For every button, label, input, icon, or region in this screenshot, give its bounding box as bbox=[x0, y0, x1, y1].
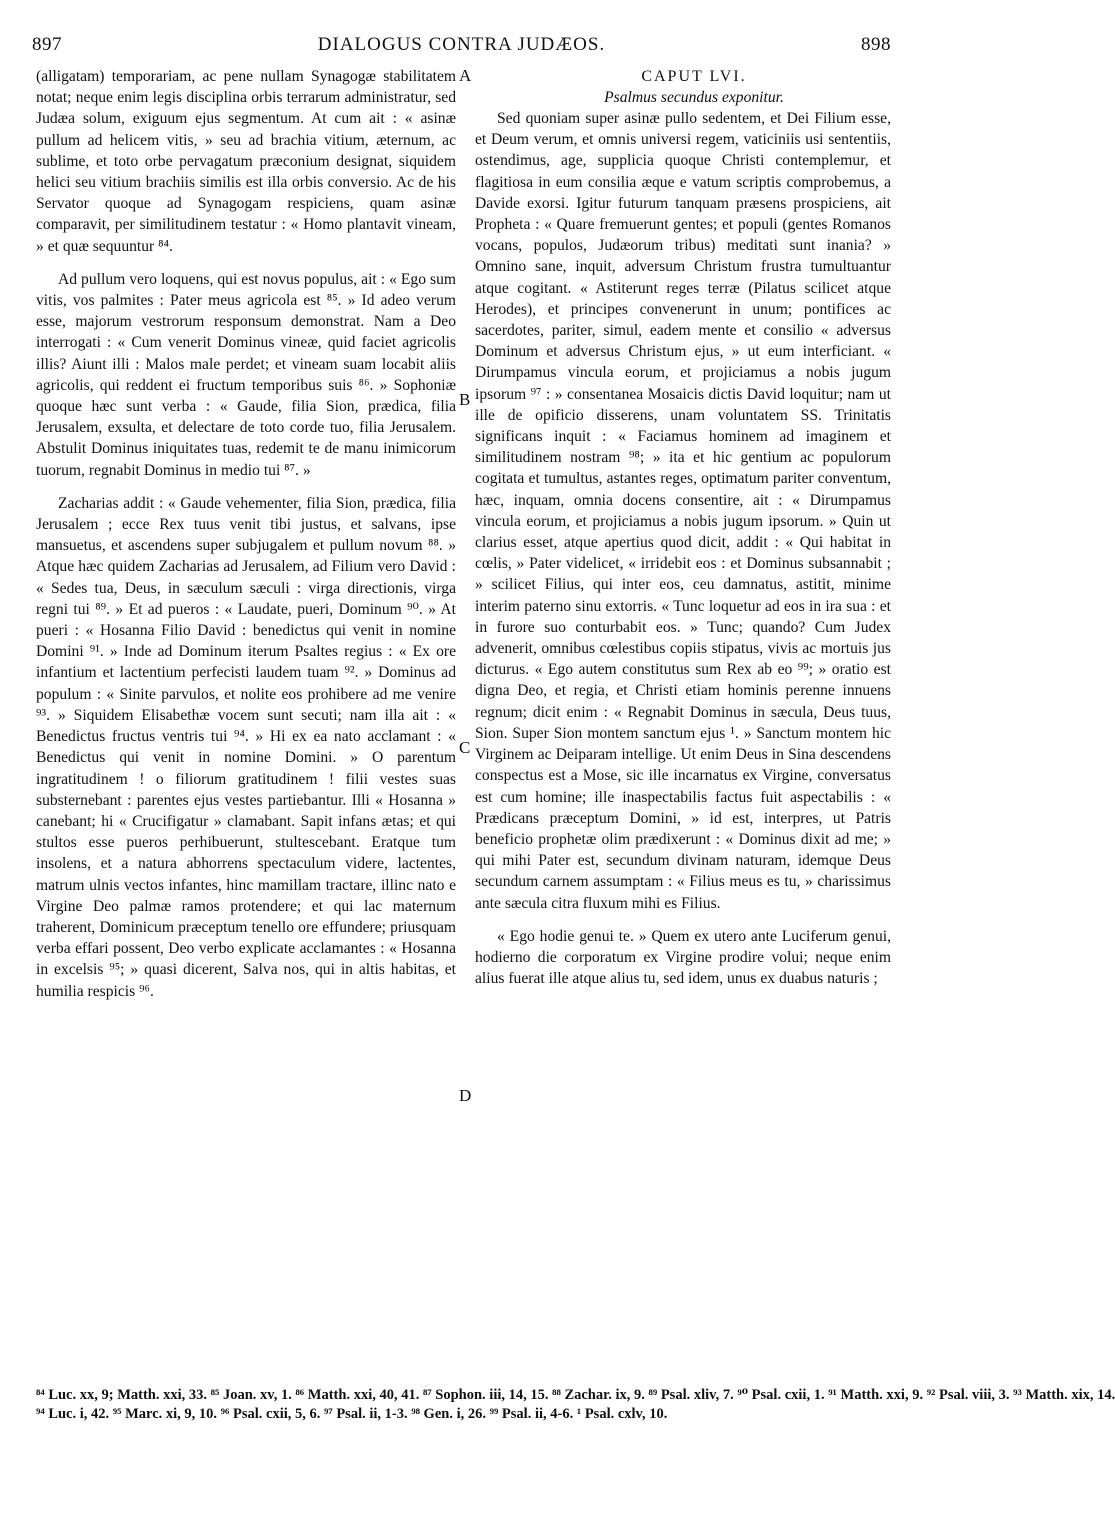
left-paragraph: Ad pullum vero loquens, qui est novus populus, ait : « Ego sum vitis, vos palmites : Pater meus agricola est ⁸⁵. » Id adeo verum esse, majorum vestrorum responsum demonstrat. Nam a Deo interrogati : « Cum venerit Dominus vineæ, quid faciet agricolis illis? Aiunt illi : Malos male perdet; et vineam suam locabit aliis agricolis, qui reddent ei fructum temporibus suis ⁸⁶. » Sophoniæ quoque hæc sunt verba : « Gaude, filia Sion, prædica, filia Jerusalem, exsulta, et delectare de toto corde tuo, filia Jerusalem. Abstulit Dominus iniquitates tuas, redemit te de manu inimicorum tuorum, regnabit Dominus in medio tui ⁸⁷. » bbox=[36, 270, 456, 479]
running-title: DIALOGUS CONTRA JUDÆOS. bbox=[317, 34, 606, 55]
left-paragraph: Zacharias addit : « Gaude vehementer, filia Sion, prædica, filia Jerusalem ; ecce Rex tuus venit tibi justus, et salvans, ipse mansuetus, et ascendens super subjugalem et pullum novum ⁸⁸. » Atque hæc quidem Zacharias ad Jerusalem, ad Filium vero David : « Sedes tua, Deus, in sæculum sæculi : virga directionis, virga regni tui ⁸⁹. » Et ad pueros : « Laudate, pueri, Dominum ⁹⁰. » At pueri : « Hosanna Filio David : benedictus qui venit in nomine Domini ⁹¹. » Inde ad Dominum iterum Psaltes regius : « Ex ore infantium et lactentium perfecisti laudem tuam ⁹². » Dominus ad populum : « Sinite parvulos, et nolite eos prohibere ad me venire ⁹³. » Siquidem Elisabethæ vocem sunt secuti; nam illa ait : « Benedictus fructus ventris tui ⁹⁴. » Hi ex ea nato acclamant : « Benedictus qui venit in nomine Domini. » O parentum ingratitudinem ! o filiorum gratitudinem ! filii vestes suas substernebant : parentes ejus vestes partiebantur. Illi « Hosanna » canebant; hi « Crucifigatur » clamabant. Sapit infans ætas; et qui stultos esse pueros perhibuerunt, stultescebant. Eratque tum insolens, et a natura abhorrens spectaculum videre, lactentes, matrum ulnis vectos infantes, hinc mamillam tractare, illinc nato e Virgine Deo palmæ ramos protendere; et qui lac maternum traherent, Dominicum præceptum tenello ore effundere; priusquam verba effari possent, Deo verbo explicate acclamantes : « Hosanna in excelsis ⁹⁵; » quasi dicerent, Salva nos, qui in altis habitas, et humilia respicis ⁹⁶. bbox=[36, 494, 456, 1000]
right-paragraph: Sed quoniam super asinæ pullo sedentem, et Dei Filium esse, et Deum verum, et omnis universi regem, vaticiniis usi sententiis, ostendimus, age, supplicia quoque Christi contemplemur, et flagitiosa in eum consilia æque e vatum scriptis comprobemus, a Davide exorsi. Igitur futurum tanquam præsens prospiciens, ait Propheta : « Quare fremuerunt gentes; et populi (gentes Romanos vocans, populos, Judæorum tribus) meditati sunt inania? » Omnino sane, inquit, adversum Christum frustra tumultuantur atque cogitant. « Astiterunt reges terræ (Pilatus scilicet atque Herodes), et principes convenerunt in unum; pontifices ac sacerdotes, pariter, simul, eadem mente et consilio « adversus Dominum et adversus Christum ejus, » ut eum interficiant. « Dirumpamus vincula eorum, et projiciamus a nobis jugum ipsorum ⁹⁷ : » consentanea Mosaicis dictis David loquitur; nam ut ille de opificio disserens, unam voluntatem SS. Trinitatis significans inquit : « Faciamus hominem ad imaginem et similitudinem nostram ⁹⁸; » ita et hic gentium ac populorum cogitata et tumultus, astantes reges, optimatum pariter conventum, hæc, inquam, omnia docens consentire, ait : « Dirumpamus vincula eorum, et projiciamus a nobis jugum ipsorum. » Quin ut clarius esset, atque apertius quod dicit, addit : « Qui habitat in cœlis, » Pater videlicet, « irridebit eos : et Dominus subsannabit ; » scilicet Filius, qui inter eos, ceu damnatus, astitit, minime interim paterno sinu extorris. « Tunc loquetur ad eos in ira sua : et in furore suo conturbabit eos. » Tunc; quando? Cum Judex advenerit, omnibus cœlestibus copiis stipatus, vivis ac mortuis jus dicturus. « Ego autem constitutus sum Rex ab eo ⁹⁹; » oratio est digna Deo, et regia, et Christi etiam hominis perenne innuens regnum; dicit enim : « Regnabit Dominus in sæcula, Deus tuus, Sion. Super Sion montem sanctum ejus ¹. » Sanctum montem hic Virginem ac Deiparam intellige. Ut enim Deus in Sina descendens conspectus est a Mose, sic ille incarnatus ex Virgine, conversatus est cum homine; ille inaspectabilis factus fuit aspectabilis : « Prædicans præceptum Domini, » id est, interpres, ut Patris beneficio prophetæ olim prædixerunt : « Dominus dixit ad me; » qui mihi Pater est, secundum divinam naturam, idemque Deus secundum carnem assumptam : « Filius meus es tu, » charissimus ante sæcula citra fluxum mihi es Filius. bbox=[475, 110, 891, 912]
margin-marker-a: A bbox=[459, 66, 472, 85]
left-column bbox=[36, 66, 456, 1002]
right-paragraph: « Ego hodie genui te. » Quem ex utero ante Luciferum genui, hodierno die corporatum ex Virgine prodire volui; neque enim alius fuerat ille atque alius tu, sed idem, unus ex duabus naturis ; bbox=[475, 927, 891, 988]
footnotes bbox=[36, 1386, 1115, 1424]
running-header bbox=[32, 34, 891, 60]
page-number-left: 897 bbox=[32, 34, 62, 55]
page-number-right: 898 bbox=[861, 34, 891, 55]
footnote-line: ⁸⁴ Luc. xx, 9; Matth. xxi, 33. ⁸⁵ Joan. xv, 1. ⁸⁶ Matth. xxi, 40, 41. ⁸⁷ Sophon. iii, 14, 15. ⁸⁸ Zachar. ix, 9. ⁸⁹ Psal. xliv, 7. ⁹⁰ Psal. cxii, 1. ⁹¹ Matth. xxi, 9. ⁹² Psal. viii, 3. ⁹³ Matth. xix, 14. bbox=[36, 1387, 1115, 1403]
margin-marker-b: B bbox=[459, 390, 471, 409]
footnote-line: ⁹⁴ Luc. i, 42. ⁹⁵ Marc. xi, 9, 10. ⁹⁶ Psal. cxii, 5, 6. ⁹⁷ Psal. ii, 1-3. ⁹⁸ Gen. i, 26. ⁹⁹ Psal. ii, 4-6. ¹ Psal. cxlv, 10. bbox=[36, 1406, 668, 1422]
chapter-title: CAPUT LVI. bbox=[641, 68, 747, 85]
right-column bbox=[475, 66, 891, 989]
chapter-subtitle: Psalmus secundus exponitur. bbox=[604, 89, 784, 106]
margin-marker-d: D bbox=[459, 1086, 472, 1105]
left-paragraph: (alligatam) temporariam, ac pene nullam Synagogæ stabilitatem notat; neque enim legis disciplina orbis terrarum administratur, sed Judæa solum, exiguum ejus segmentum. At cum ait : « asinæ pullum ad helicem vitis, » seu ad brachia vitium, æternum, ac sublime, et toto orbe pervagatum præconium designat, siquidem helici seu vitium brachiis similis est illa orbis conversio. Ac de his Servator quoque ad Synagogam respiciens, quam asinæ comparavit, per similitudinem testatur : « Homo plantavit vineam, » et quæ sequuntur ⁸⁴. bbox=[36, 68, 456, 255]
margin-marker-c: C bbox=[459, 738, 471, 757]
